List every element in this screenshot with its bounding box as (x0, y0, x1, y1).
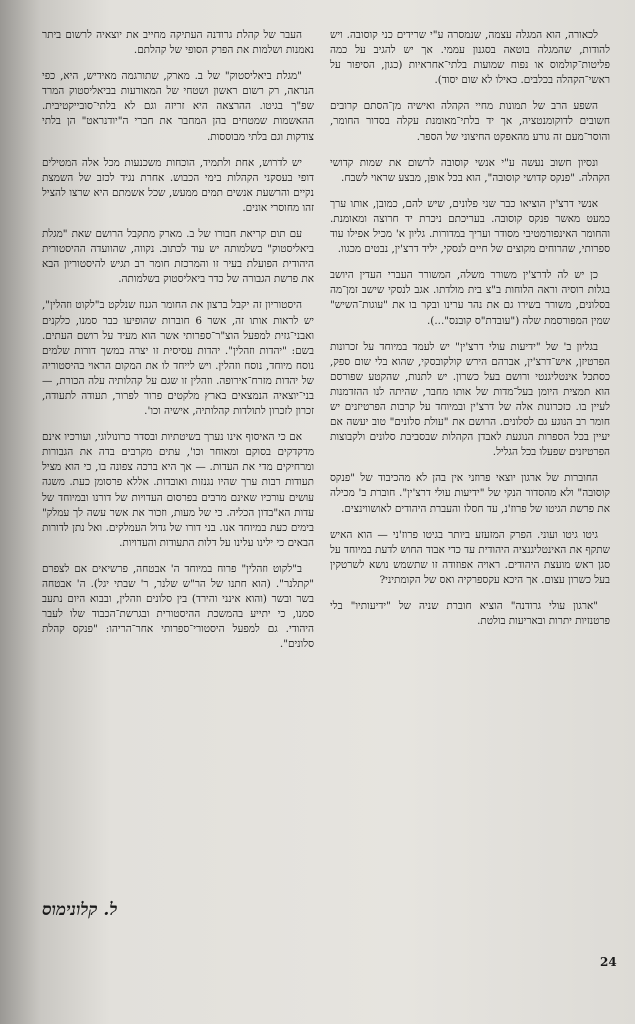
page-number: 24 (600, 955, 617, 969)
left-column (42, 28, 314, 663)
paragraph: העבר של קהלת גרודנה העתיקה מחייב את יוצאיה לרשום ביתר נאמנות ושלמות את הפרק הסופי של קהלתם. (42, 29, 314, 57)
paragraph: ב"לקוט וזהלין" פרוח במיוחד ה' אבטחה, פרשיאים אם לצפרם "קתלנר". (הוא חתנו של הר"ש שלנר, ר' שבתי יגל). ה' אבטחה בשר ובשר (והוא אינני והירד) בין סלונים וזהלין, ובבוא היום נתעב סמנו, כי יתייע בהמשכת ההיסטורית ובגרשת־הכבוד שלו לעבר היהודי. גם למפעל היסטורי־ספרותי אחר־הריהו: "פנקס קהלת סלונים". (42, 562, 314, 651)
paragraph: "ארגון עולי גרודנה" הוציא חוברת שניה של "ידיעותיו" בלי פרטנזיות יתרות ובאריעות בולטת. (330, 600, 610, 628)
paragraph: ונסיון חשוב נעשה ע"י אנשי קוסובה לרשום את שמות קדושי הקהלה. "פנקס קדושי קוסובה", הוא בכל אופן, מבצע שראוי לשבח. (330, 156, 610, 184)
paragraph: גיטו גיטו ועוני. הפרק המזעזע ביותר בגיטו פרוז'ני — הוא האיש שתקף את האינטליגנציה היהודית עד כדי אבוד החוש לדעת במיוחד על סגן ראש מועצת היהודים. ראויה אפוזודה זו שתשמש נושא לשרטקין בעל כשרון עצום. אך היכא עקספרקיה ואס של הקומתיני? (330, 528, 610, 586)
paragraph: השפע הרב של תמונות מחיי הקהלה ואישיה מן־הסתם קרובים חשובים לדוקומנטציה, אך יד בלתי־מאומנת עקלה בסדור החומר, והוסר־מעם זה גורע מהאפקט החיצוני של הספר. (330, 100, 610, 143)
author-signature: ל. קלונימוס (42, 900, 118, 920)
paragraph: החוברות של ארגון יוצאי פרוזני אין בהן לא מהכיבוד של "פנקס קוסובה" ולא מהסדור הנקי של "ידיעות עולי דרצ'ין". חוברת ב' מכילה את פרשת הגיטו של פרוז'נ, עד חסלו והעברת היהודים לאושווינצים. (330, 472, 610, 515)
paragraph: לכאורה, הוא המגלה עצמה, שנמסרה ע"י שרידים כני קוסובה. ויש להודות, שהמגלה בוטאה בסגנון עממי. אך יש להגיב על כמה פליטות־קולמוס או נפוח שמועות בלתי־אחראיות (כגון, הסיפור על ראשי־הקהלה בכלבים. כאילו לא שום יסוד). (330, 29, 610, 87)
right-column (330, 28, 610, 640)
paragraph: כן יש לה לדרצ'ין משורר משלה, המשורר העברי העדין היושב בגלות רוסיה וראה הלוחות ב"צ בית מולדתו. אגב לנסקי שישב זמן־מה בסלונים, משורר בשירו גם את נהר ערינו ובקר בו את "עוגות־השיש" שמין המפורסמת שלה ("עובדת"ס קובנס"...). (330, 269, 610, 327)
paragraph: אנשי דרצ'ין הוציאו כבר שני פלונים, שיש להם, כמובן, אותו ערך כמעט מאשר פנקס קוסובה. בעריכתם ניכרת יד חרוצה ומאומנת. והחומר האינפורמטיבי מסודר ועריך במדורות. גליון א' מכיל אפילו עוד ספרותי, שהרוחים מקוצים של חיים לנסקי, יליד דרצ'ין, נבטים מכגוו. (330, 197, 610, 256)
paragraph: בגליון ב' של "ידיעות עולי דרצ'ין" יש לעמד במיוחד על זכרונות הפרטיזן, איש־דרצ'ין, אברהם הירש קולקובסקי, שהוא בלי שום ספק, כסתכל אינטליגנטי ורושם בעל כשרון. יש לתנות, שהקטע שפורסם הוא תמצית היומן בעל־מדות של אותו מחבר, שהיתה לנו ההזדמנות לעיין בו. כזכרונות אלה של דרצ'ין ובמיוחד על קרבות הפרטיזנים יש חומר רב הנוגע גם לסלונים. הרושם את "עולת סלונים" טוב יעשה אם יעיין בכל הספרות הנוגעת לאבדן הקהלות שבסביבת סלונים ולקבוצות הפרטיזנים שפעלו בכל הגליל. (330, 340, 610, 459)
paragraph: אם כי האיסוף אינו נערך בשיטתיות ובסדר כרונולוגי, ועורכיו אינם מדקדקים בסוקם ומאוחר וכו', עתים מקרבים בדה את הגבורות ומרחיקים מדי את העדות. — אך היא ברכה צפונה בו, כי הוא מציל תעודות רבות ערך שהיו נגנזות ואובדות. אללא פרסומן כעת. משגה עושים עורכיו שאינם מרבים בפרסום העדויות של דורנו ובמיוחד של עדות הא"בדון הכליה. כי של מעות, וזכור את אשר עשה לך עמלק" בימים כעת במיוחד אנו. בני דורו של גדול העמלקים. ואל נתן לדורות הבאים כי ילינו עלינו על דלות התעודות והעדויות. (42, 431, 314, 549)
paragraph: "מגלת ביאליסטוק" של ב. מארק, שתורגמה מאידיש, היא, כפי הנראה, רק רשום ראשון ושטחי של המאורעות בביאליסטוק המרד שפ"ך בגיטו. ההרצאה היא זריזה וגם לא בלתי־סובייקטיבית. ההאשמות שמטחים בהן המחבר את חברי ה"יודנראט" הן בלתי צודקות וגם בלתי מבוססות. (42, 70, 314, 143)
paragraph: יש לדרוש, אחת ולתמיד, הוכחות משכנעות מכל אלה המטילים דופי בעסקני הקהלות בימי הכבוש. אחרת נגיד לכזב של השמצת נקיים והרשעת אנשים תמים ממעש, שכל אשמתם היא שרצו להציל זהו מחוסרי אונים. (42, 156, 314, 214)
paragraph: היסטוריון זה יקבל ברצון את החומר הגנוז שנלקט ב"לקוט וזהלין", יש לראות אותו זה, אשר 6 חוברות שהופיעו כבר סמנו, כלקנים ואבני־גזית למפעל הוצ"ר־ספרותי אשר הוא מעיד על רושם העתים. בשם: "יהדות וזהלין". יהדות עסיסית זו יצרה במשך דורות שלמים נוסח מיוחד, נוסח וזהלין. ויש לייחד לו את המקום הראוי בהיסטוריה של יהדות מזרח־אירופה. וזהלין זו שגם על קהלותיה עלה הכורת, — בני־יוצאיה הנמצאים בארץ מלקטים פרור לפרור, תעודה לתעודה, זכרון לזכרון לתולדות קהלותיה, אישיה וכו'. (42, 299, 314, 418)
paragraph: עם תום קריאת חבורו של ב. מארק מתקבל הרושם שאת "מגלת ביאליסטוק" בשלמותה יש עוד לכתוב. נקווה, שהוועדה ההיסטורית היהודית הפועלת בעיר זו והמרכזת חומר רב תגיש להיסטוריון הבא את פרשת הגבורה של כדר ביאליסטוק בשלמותה. (42, 228, 314, 286)
